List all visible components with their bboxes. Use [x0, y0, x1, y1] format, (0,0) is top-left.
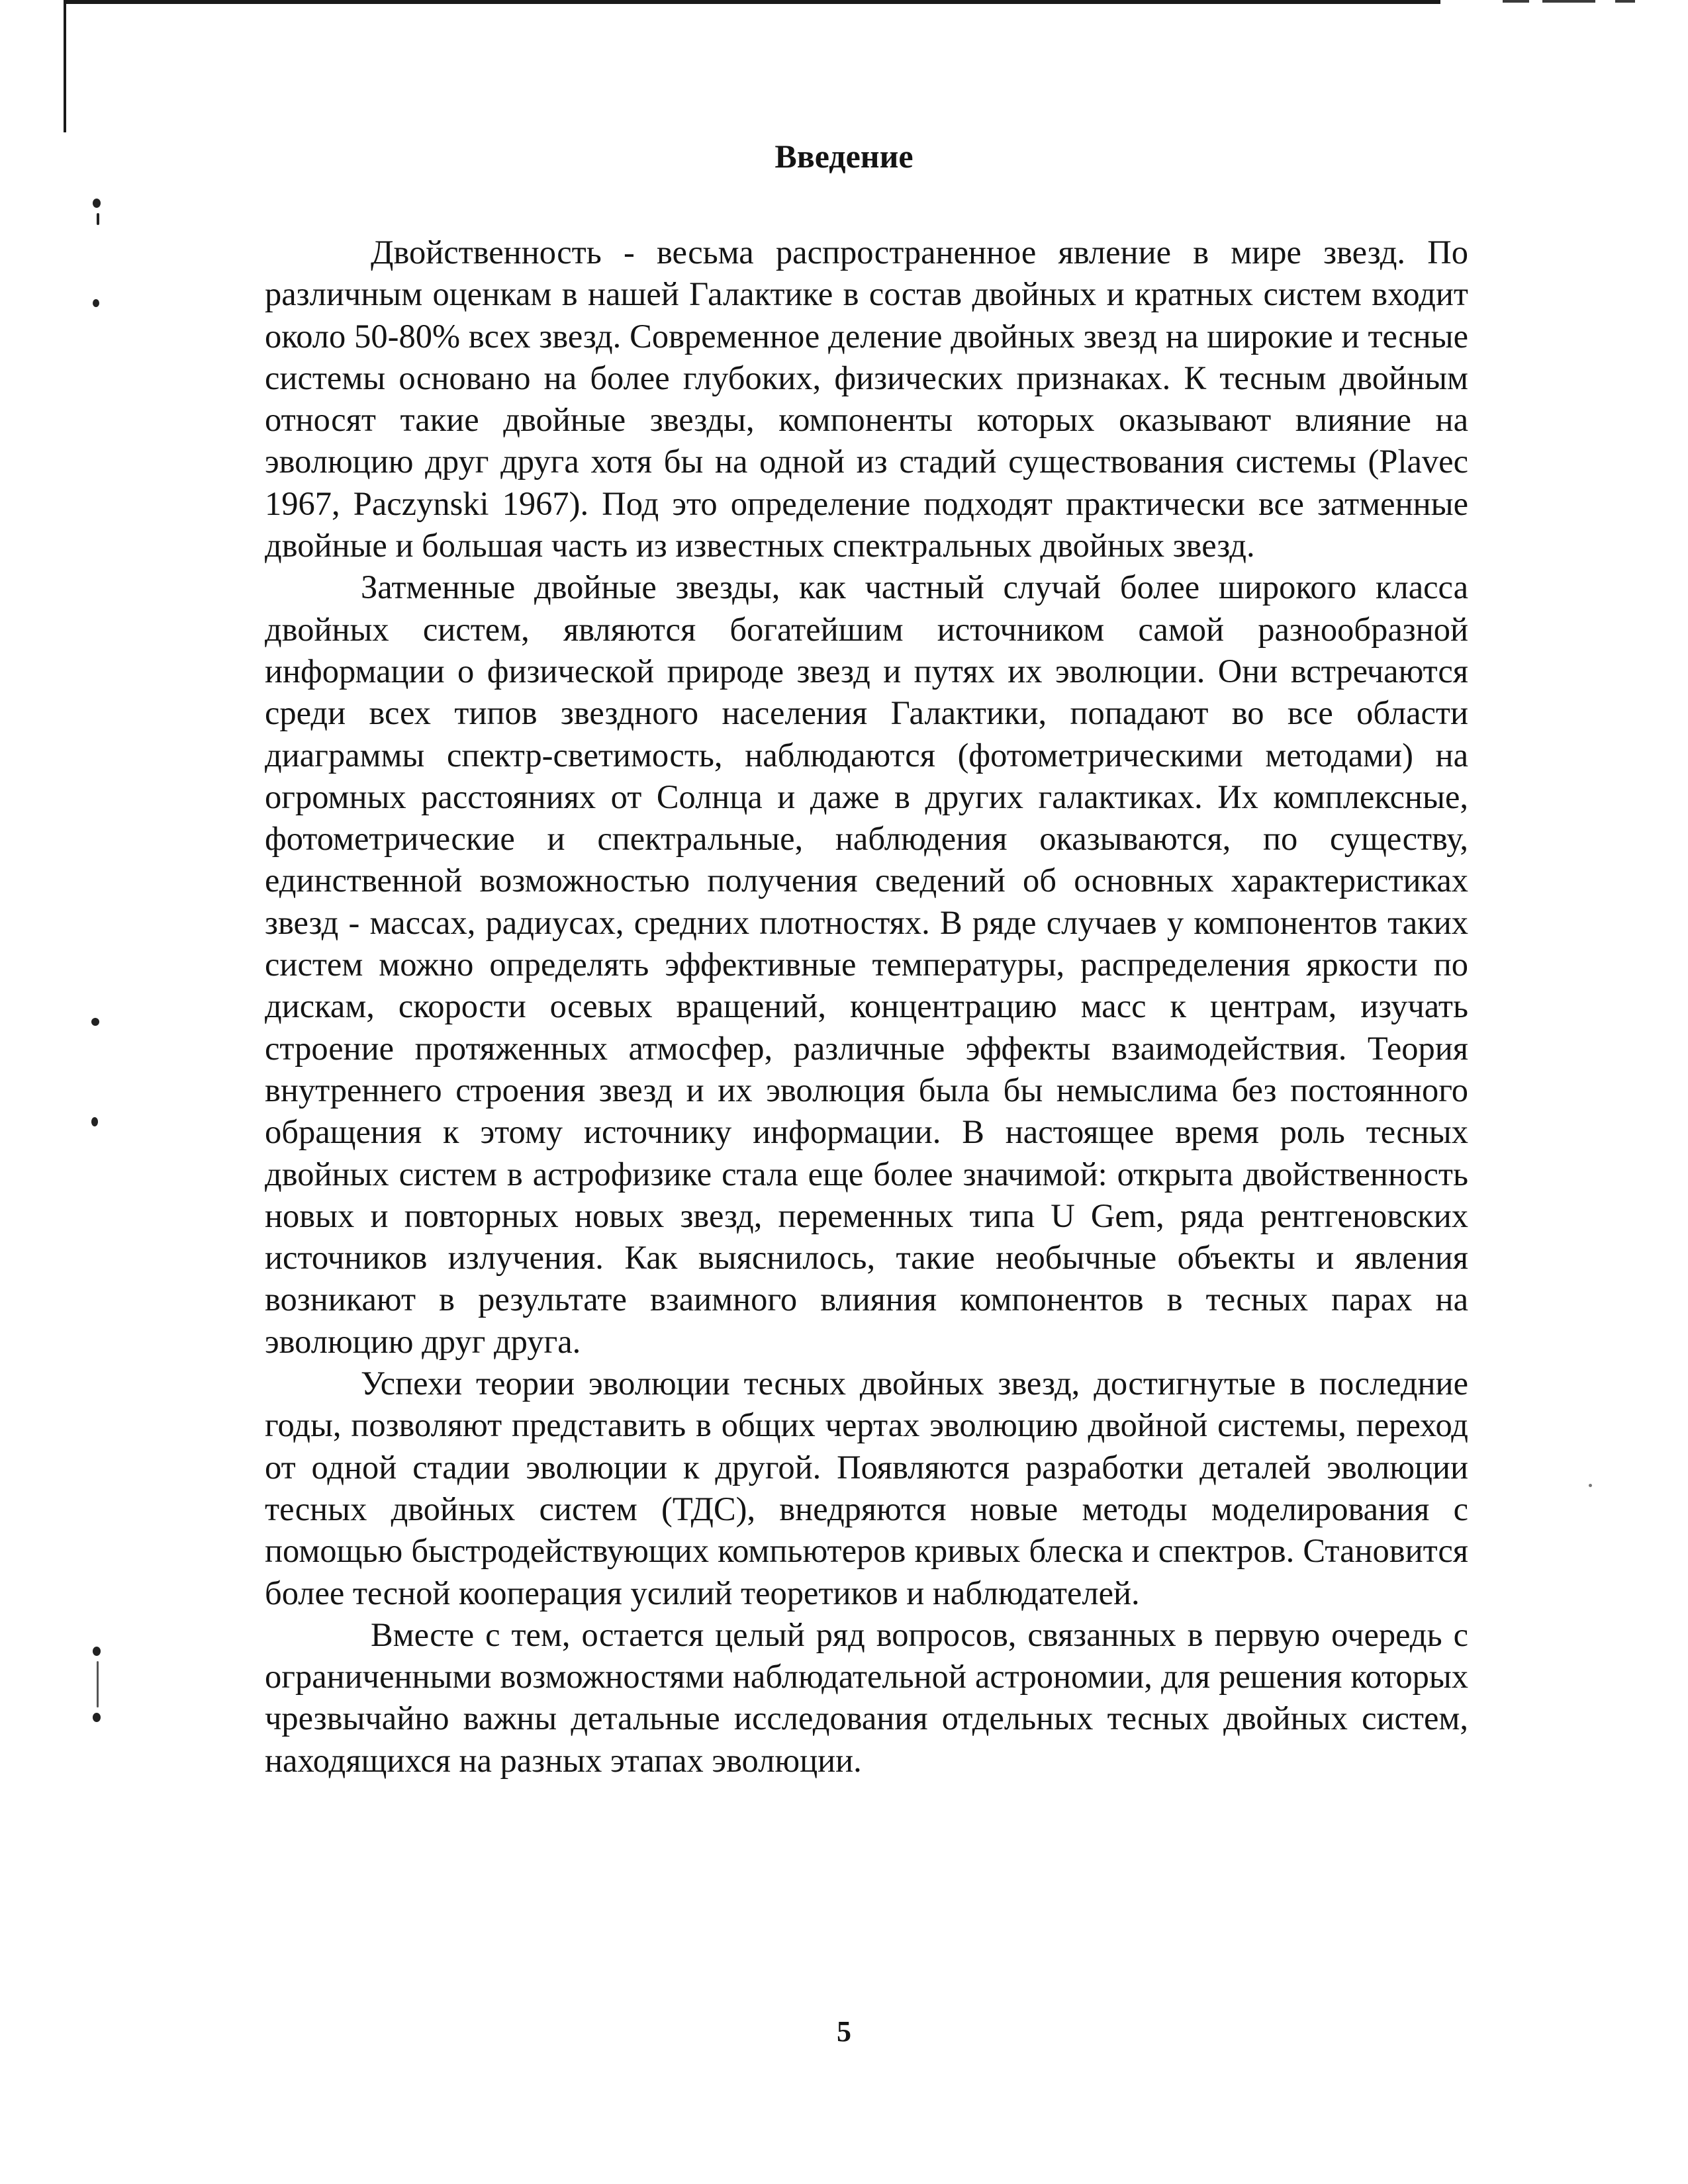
body-text: [265, 232, 1468, 1782]
scan-border-top: [64, 0, 1440, 4]
scan-speck: [97, 213, 99, 225]
scan-speck: [91, 1117, 98, 1126]
page-number: 5: [837, 2015, 851, 2048]
paragraph-3: Успехи теории эволюции тесных двойных звезд, достигнутые в последние годы, позволяют представить в общих чертах эволюцию двойной системы, переход от одной стадии эволюции к другой. Появляются разработки деталей эволюции тесных двойных систем (ТДС), внедряются новые методы моделирования с помощью быстродействующих компьютеров кривых блеска и спектров. Становится более тесной кооперация усилий теоретиков и наблюдателей.: [265, 1365, 1468, 1612]
paragraph-2: Затменные двойные звезды, как частный случай более широкого класса двойных систем, являются богатейшим источником самой разнообразной информации о физической природе звезд и путях их эволюции. Они встречаются среди всех типов звездного населения Галактики, попадают во все области диаграммы спектр-светимость, наблюдаются (фотометрическими методами) на огромных расстояниях от Солнца и даже в других галактиках. Их комплексные, фотометрические и спектральные, наблюдения оказываются, по существу, единственной возможностью получения сведений об основных характеристиках звезд - массах, радиусах, средних плотностях. В ряде случаев у компонентов таких систем можно определять эффективные температуры, распределения яркости по дискам, скорости осевых вращений, концентрацию масс к центрам, изучать строение протяженных атмосфер, различные эффекты взаимодействия. Теория внутреннего строения звезд и их эволюция была бы немыслима без постоянного обращения к этому источнику информации. В настоящее время роль тесных двойных систем в астрофизике стала еще более значимой: открыта двойственность новых и повторных новых звезд, переменных типа U Gem, ряда рентгеновских источников излучения. Как выяснилось, такие необычные объекты и явления возникают в результате взаимного влияния компонентов в тесных парах на эволюцию друг друга.: [265, 569, 1468, 1360]
scan-speck: [91, 1018, 99, 1026]
scan-fragment: [1615, 0, 1635, 3]
scan-speck: [97, 1661, 99, 1707]
paragraph-1: Двойственность - весьма распространенное явление в мире звезд. По различным оценкам в нашей Галактике в состав двойных и кратных систем входит около 50-80% всех звезд. Современное деление двойных звезд на широкие и тесные системы основано на более глубоких, физических признаках. К тесным двойным относят такие двойные звезды, компоненты которых оказывают влияние на эволюцию друг друга хотя бы на одной из стадий существования системы (Plavec 1967, Paczynski 1967). Под это определение подходят практически все затменные двойные и большая часть из известных спектральных двойных звезд.: [265, 234, 1468, 565]
scan-fragment: [1503, 0, 1529, 3]
scan-speck: [1589, 1484, 1592, 1487]
scan-speck: [93, 299, 99, 307]
scan-border-left: [64, 0, 66, 132]
scan-speck: [93, 1713, 101, 1722]
page-title: Введение: [774, 138, 914, 175]
scan-fragment: [1542, 0, 1595, 3]
scan-speck: [93, 1647, 101, 1656]
scan-speck: [93, 199, 101, 208]
paragraph-4: Вместе с тем, остается целый ряд вопросов, связанных в первую очередь с ограниченными возможностями наблюдательной астрономии, для решения которых чрезвычайно важны детальные исследования отдельных тесных двойных систем, находящихся на разных этапах эволюции.: [265, 1615, 1468, 1779]
